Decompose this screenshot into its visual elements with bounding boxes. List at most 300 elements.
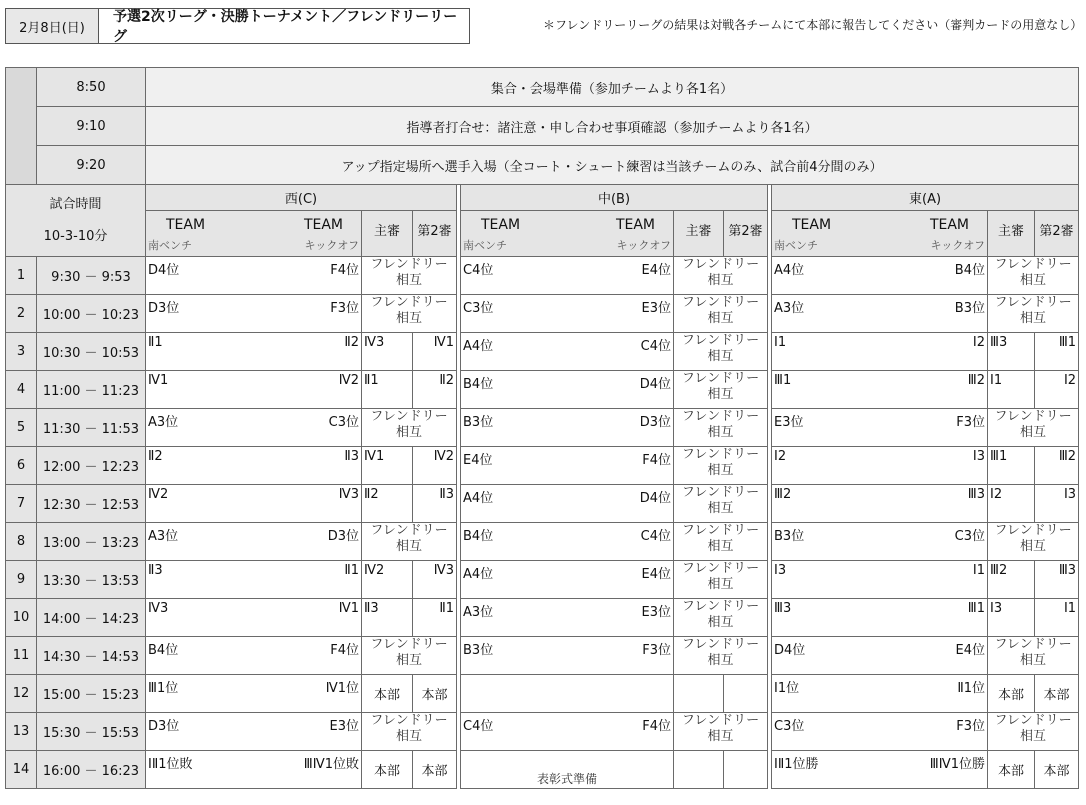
home-team: C3位 bbox=[774, 719, 805, 734]
main-ref-value: Ⅰ3 bbox=[990, 601, 1003, 616]
matchup bbox=[461, 713, 673, 750]
team-label: TEAM bbox=[481, 217, 521, 233]
home-team: E3位 bbox=[774, 415, 804, 430]
second-ref-honbu: 本部 bbox=[413, 751, 457, 789]
friendly-ref bbox=[988, 257, 1079, 295]
home-team: B4位 bbox=[463, 377, 494, 392]
main-ref bbox=[362, 371, 413, 409]
matchup-cell bbox=[772, 333, 988, 371]
matchup-cell bbox=[772, 447, 988, 485]
matchup-cell bbox=[461, 333, 674, 371]
schedule-time: 8:50 bbox=[37, 68, 146, 107]
away-team: C3位 bbox=[954, 529, 985, 544]
matchup bbox=[461, 295, 673, 332]
main-ref-value: Ⅲ2 bbox=[990, 563, 1008, 578]
friendly-line1: フレンドリー bbox=[994, 713, 1072, 728]
home-team: A3位 bbox=[148, 415, 179, 430]
second-ref-wrap bbox=[413, 371, 456, 408]
second-ref-value: Ⅱ3 bbox=[439, 487, 454, 502]
friendly-line2: 相互 bbox=[707, 311, 734, 326]
main-ref-header: 主審 bbox=[988, 211, 1035, 257]
home-team: Ⅰ2 bbox=[774, 449, 787, 464]
schedule-desc: 指導者打合せ：諸注意・申し合わせ事項確認（参加チームより各1名） bbox=[146, 107, 1079, 146]
second-ref-wrap bbox=[413, 447, 456, 484]
main-ref-wrap bbox=[362, 447, 412, 484]
main-ref bbox=[988, 333, 1035, 371]
match-time: 10:00 － 10:23 bbox=[37, 295, 146, 333]
away-team: Ⅱ1 bbox=[344, 563, 359, 578]
away-team: E4位 bbox=[641, 263, 671, 278]
main-ref-value: Ⅱ2 bbox=[364, 487, 379, 502]
matchup bbox=[772, 599, 987, 636]
away-team: Ⅳ1位 bbox=[325, 681, 359, 696]
away-team: B4位 bbox=[954, 263, 985, 278]
second-ref bbox=[413, 561, 457, 599]
friendly-line2: 相互 bbox=[707, 577, 734, 592]
kickoff-label: キックオフ bbox=[304, 239, 359, 252]
main-ref-value: Ⅰ2 bbox=[990, 487, 1003, 502]
matchup bbox=[461, 447, 673, 484]
home-team: C4位 bbox=[463, 263, 494, 278]
away-team: F3位 bbox=[330, 301, 359, 316]
matchup-cell bbox=[146, 599, 362, 637]
second-ref-value: Ⅱ2 bbox=[439, 373, 454, 388]
home-team: C4位 bbox=[463, 719, 494, 734]
matchup bbox=[461, 561, 673, 598]
main-ref-honbu: 本部 bbox=[362, 751, 413, 789]
matchup-cell bbox=[772, 599, 988, 637]
friendly-line1: フレンドリー bbox=[370, 523, 448, 538]
friendly-line2: 相互 bbox=[395, 273, 422, 288]
home-team: Ⅲ1 bbox=[774, 373, 792, 388]
match-row bbox=[6, 523, 1079, 561]
friendly-line2: 相互 bbox=[707, 539, 734, 554]
matchup-cell bbox=[772, 675, 988, 713]
away-team: E4位 bbox=[955, 643, 985, 658]
match-number: 4 bbox=[6, 371, 37, 409]
team-header-wrap bbox=[146, 211, 361, 256]
column-header-row bbox=[6, 211, 1079, 257]
matchup-cell bbox=[146, 295, 362, 333]
main-ref bbox=[362, 561, 413, 599]
match-number: 9 bbox=[6, 561, 37, 599]
home-team: D3位 bbox=[148, 301, 180, 316]
matchup-cell bbox=[772, 751, 988, 789]
matchup bbox=[772, 637, 987, 674]
match-time: 14:30 － 14:53 bbox=[37, 637, 146, 675]
friendly-line1: フレンドリー bbox=[370, 257, 448, 272]
second-ref-wrap bbox=[1035, 333, 1078, 370]
friendly-line1: フレンドリー bbox=[994, 523, 1072, 538]
match-format: 10-3-10分 bbox=[43, 228, 108, 244]
matchup bbox=[146, 409, 361, 446]
away-team: D3位 bbox=[639, 415, 671, 430]
away-team: E3位 bbox=[641, 605, 671, 620]
matchup-cell bbox=[461, 637, 674, 675]
second-ref-wrap bbox=[413, 561, 456, 598]
away-team: Ⅱ1位 bbox=[957, 681, 985, 696]
main-ref-value: Ⅳ1 bbox=[364, 449, 385, 464]
match-number: 7 bbox=[6, 485, 37, 523]
away-team: D4位 bbox=[639, 377, 671, 392]
home-team: Ⅰ1 bbox=[774, 335, 787, 350]
friendly-line1: フレンドリー bbox=[681, 295, 760, 310]
home-team: Ⅳ2 bbox=[148, 487, 169, 502]
main-ref-wrap bbox=[988, 599, 1034, 636]
header-date: 2月8日(日) bbox=[6, 9, 99, 43]
main-ref-value: Ⅳ2 bbox=[364, 563, 385, 578]
second-ref bbox=[1035, 485, 1079, 523]
matchup-cell bbox=[461, 409, 674, 447]
friendly-ref bbox=[674, 713, 768, 751]
court-header-row bbox=[6, 185, 1079, 211]
matchup bbox=[772, 295, 987, 332]
match-time: 16:00 － 16:23 bbox=[37, 751, 146, 789]
match-number: 14 bbox=[6, 751, 37, 789]
friendly-line2: 相互 bbox=[707, 615, 734, 630]
friendly-line2: 相互 bbox=[707, 729, 734, 744]
away-team: F3位 bbox=[642, 643, 671, 658]
kickoff-label: キックオフ bbox=[616, 239, 671, 252]
main-ref-value: Ⅱ3 bbox=[364, 601, 379, 616]
team-label: TEAM bbox=[929, 217, 969, 233]
match-row bbox=[6, 713, 1079, 751]
main-ref bbox=[362, 333, 413, 371]
friendly-line2: 相互 bbox=[395, 653, 422, 668]
matchup-cell bbox=[461, 561, 674, 599]
kickoff-label: キックオフ bbox=[930, 239, 985, 252]
friendly-line1: フレンドリー bbox=[681, 409, 760, 424]
matchup-cell bbox=[772, 371, 988, 409]
friendly-line1: フレンドリー bbox=[681, 713, 760, 728]
matchup bbox=[146, 447, 361, 484]
matchup bbox=[146, 637, 361, 674]
match-number: 11 bbox=[6, 637, 37, 675]
second-ref-value: Ⅰ1 bbox=[1063, 601, 1077, 616]
team-label: TEAM bbox=[303, 217, 343, 233]
second-ref-value: Ⅰ2 bbox=[1063, 373, 1077, 388]
matchup bbox=[146, 523, 361, 560]
matchup-cell bbox=[772, 523, 988, 561]
away-team: Ⅰ2 bbox=[972, 335, 985, 350]
match-row bbox=[6, 751, 1079, 789]
matchup-cell bbox=[772, 485, 988, 523]
second-ref-wrap bbox=[1035, 599, 1078, 636]
main-ref-wrap bbox=[988, 333, 1034, 370]
friendly-ref bbox=[674, 637, 768, 675]
main-ref bbox=[362, 447, 413, 485]
south-bench-label: 南ベンチ bbox=[774, 239, 818, 252]
home-team: A4位 bbox=[463, 491, 494, 506]
matchup bbox=[772, 713, 987, 750]
main-ref-wrap bbox=[362, 333, 412, 370]
match-row bbox=[6, 675, 1079, 713]
matchup bbox=[772, 751, 987, 788]
friendly-line1: フレンドリー bbox=[681, 257, 760, 272]
friendly-line2: 相互 bbox=[1020, 729, 1047, 744]
second-ref-value: Ⅲ1 bbox=[1058, 335, 1077, 350]
home-team: A3位 bbox=[774, 301, 805, 316]
friendly-line1: フレンドリー bbox=[994, 409, 1072, 424]
main-ref-honbu: 本部 bbox=[988, 751, 1035, 789]
friendly-line2: 相互 bbox=[707, 653, 734, 668]
away-team: D3位 bbox=[327, 529, 359, 544]
friendly-ref bbox=[674, 523, 768, 561]
second-ref bbox=[1035, 371, 1079, 409]
schedule-row bbox=[6, 68, 1079, 107]
matchup bbox=[146, 485, 361, 522]
matchup bbox=[146, 295, 361, 332]
matchup bbox=[772, 485, 987, 522]
away-team: Ⅱ3 bbox=[344, 449, 359, 464]
main-ref-wrap bbox=[362, 485, 412, 522]
team-label: TEAM bbox=[166, 217, 206, 233]
friendly-line2: 相互 bbox=[395, 425, 422, 440]
friendly-line2: 相互 bbox=[707, 387, 734, 402]
matchup bbox=[461, 751, 673, 788]
friendly-line1: フレンドリー bbox=[370, 637, 448, 652]
home-team: A4位 bbox=[463, 339, 494, 354]
matchup-cell bbox=[461, 485, 674, 523]
away-team: F3位 bbox=[956, 719, 985, 734]
main-ref-wrap bbox=[988, 447, 1034, 484]
matchup bbox=[461, 257, 673, 294]
matchup bbox=[461, 675, 673, 712]
match-row bbox=[6, 447, 1079, 485]
home-team: Ⅳ3 bbox=[148, 601, 169, 616]
away-team: F4位 bbox=[330, 643, 359, 658]
friendly-ref bbox=[674, 599, 768, 637]
main-ref bbox=[988, 561, 1035, 599]
second-ref-value: Ⅱ1 bbox=[439, 601, 454, 616]
friendly-line1: フレンドリー bbox=[370, 409, 448, 424]
friendly-line1: フレンドリー bbox=[681, 561, 760, 576]
match-number: 3 bbox=[6, 333, 37, 371]
match-time-title: 試合時間 bbox=[49, 196, 102, 212]
team-label: TEAM bbox=[792, 217, 832, 233]
main-ref-wrap bbox=[362, 371, 412, 408]
second-ref-honbu: 本部 bbox=[1035, 751, 1079, 789]
second-ref-wrap bbox=[1035, 485, 1078, 522]
second-ref-header: 第2審 bbox=[413, 211, 457, 257]
friendly-line1: フレンドリー bbox=[994, 295, 1072, 310]
match-row bbox=[6, 561, 1079, 599]
friendly-ref bbox=[988, 713, 1079, 751]
matchup bbox=[146, 675, 361, 712]
schedule-row bbox=[6, 107, 1079, 146]
match-number: 10 bbox=[6, 599, 37, 637]
main-ref-value: Ⅳ3 bbox=[364, 335, 385, 350]
second-ref-header: 第2審 bbox=[1035, 211, 1079, 257]
friendly-line2: 相互 bbox=[1020, 273, 1047, 288]
match-time: 12:00 － 12:23 bbox=[37, 447, 146, 485]
friendly-line2: 相互 bbox=[1020, 311, 1047, 326]
match-time-label bbox=[6, 185, 146, 257]
match-number: 12 bbox=[6, 675, 37, 713]
main-ref bbox=[988, 599, 1035, 637]
friendly-line1: フレンドリー bbox=[681, 447, 760, 462]
matchup bbox=[772, 447, 987, 484]
matchup-cell bbox=[146, 523, 362, 561]
friendly-line2: 相互 bbox=[707, 273, 734, 288]
court-name: 中(B) bbox=[461, 185, 768, 211]
match-number: 5 bbox=[6, 409, 37, 447]
home-team: E4位 bbox=[463, 453, 493, 468]
friendly-ref bbox=[988, 637, 1079, 675]
match-row bbox=[6, 333, 1079, 371]
matchup bbox=[461, 409, 673, 446]
away-team: C4位 bbox=[640, 529, 671, 544]
friendly-line2: 相互 bbox=[707, 425, 734, 440]
second-ref bbox=[413, 333, 457, 371]
away-team: ⅢⅣ1位敗 bbox=[303, 757, 359, 772]
matchup-cell bbox=[146, 447, 362, 485]
matchup-cell bbox=[146, 257, 362, 295]
matchup-cell bbox=[772, 409, 988, 447]
main-ref-value: Ⅱ1 bbox=[364, 373, 379, 388]
team-header-wrap bbox=[772, 211, 987, 256]
away-team: ⅢⅣ1位勝 bbox=[929, 757, 985, 772]
matchup-cell bbox=[146, 371, 362, 409]
matchup-cell bbox=[461, 751, 674, 789]
friendly-ref bbox=[674, 561, 768, 599]
match-row bbox=[6, 371, 1079, 409]
match-time: 11:30 － 11:53 bbox=[37, 409, 146, 447]
friendly-ref bbox=[362, 523, 457, 561]
second-ref-wrap bbox=[1035, 561, 1078, 598]
schedule-desc: 集合・会場準備（参加チームより各1名） bbox=[146, 68, 1079, 107]
match-number: 13 bbox=[6, 713, 37, 751]
main-ref-empty bbox=[674, 675, 724, 713]
friendly-ref bbox=[674, 447, 768, 485]
south-bench-label: 南ベンチ bbox=[463, 239, 507, 252]
second-ref-wrap bbox=[413, 333, 456, 370]
match-number: 8 bbox=[6, 523, 37, 561]
matchup bbox=[772, 675, 987, 712]
home-team: Ⅱ3 bbox=[148, 563, 163, 578]
matchup-cell bbox=[461, 599, 674, 637]
friendly-line1: フレンドリー bbox=[370, 295, 448, 310]
home-team: B3位 bbox=[774, 529, 805, 544]
away-team: C4位 bbox=[640, 339, 671, 354]
second-ref-empty bbox=[724, 675, 768, 713]
matchup-cell bbox=[772, 637, 988, 675]
matchup-cell bbox=[772, 257, 988, 295]
matchup-cell bbox=[146, 485, 362, 523]
matchup-cell bbox=[772, 295, 988, 333]
second-ref-value: Ⅲ2 bbox=[1058, 449, 1077, 464]
matchup-cell bbox=[461, 371, 674, 409]
match-time: 15:30 － 15:53 bbox=[37, 713, 146, 751]
away-team: Ⅲ2 bbox=[967, 373, 985, 388]
match-time: 14:00 － 14:23 bbox=[37, 599, 146, 637]
main-ref-wrap bbox=[988, 561, 1034, 598]
matchup-cell bbox=[461, 523, 674, 561]
away-team: D4位 bbox=[639, 491, 671, 506]
friendly-line2: 相互 bbox=[1020, 539, 1047, 554]
friendly-line2: 相互 bbox=[395, 729, 422, 744]
away-team: Ⅳ1 bbox=[338, 601, 359, 616]
friendly-line1: フレンドリー bbox=[681, 637, 760, 652]
friendly-line1: フレンドリー bbox=[994, 257, 1072, 272]
friendly-ref bbox=[674, 257, 768, 295]
away-team: F3位 bbox=[956, 415, 985, 430]
friendly-line1: フレンドリー bbox=[370, 713, 448, 728]
matchup-cell bbox=[772, 713, 988, 751]
main-ref-wrap bbox=[362, 561, 412, 598]
friendly-line2: 相互 bbox=[707, 349, 734, 364]
friendly-line1: フレンドリー bbox=[681, 485, 760, 500]
friendly-ref bbox=[674, 371, 768, 409]
home-team: ⅠⅡ1位勝 bbox=[774, 757, 819, 772]
second-ref bbox=[1035, 599, 1079, 637]
second-ref bbox=[1035, 333, 1079, 371]
matchup-cell bbox=[772, 561, 988, 599]
away-team: C3位 bbox=[328, 415, 359, 430]
matchup bbox=[772, 409, 987, 446]
main-ref bbox=[362, 599, 413, 637]
matchup bbox=[461, 371, 673, 408]
away-team: E4位 bbox=[641, 567, 671, 582]
header-title: 予選2次リーグ・決勝トーナメント／フレンドリーリーグ bbox=[113, 9, 458, 45]
matchup bbox=[772, 561, 987, 598]
matchup bbox=[461, 485, 673, 522]
matchup-cell bbox=[461, 675, 674, 713]
second-ref-empty bbox=[724, 751, 768, 789]
home-team: Ⅲ3 bbox=[774, 601, 792, 616]
home-team: A4位 bbox=[774, 263, 805, 278]
match-number: 6 bbox=[6, 447, 37, 485]
schedule-row bbox=[6, 146, 1079, 185]
friendly-line2: 相互 bbox=[395, 311, 422, 326]
matchup bbox=[461, 637, 673, 674]
matchup-cell bbox=[146, 675, 362, 713]
header-box bbox=[5, 8, 470, 44]
second-ref-wrap bbox=[413, 485, 456, 522]
home-team: D3位 bbox=[148, 719, 180, 734]
second-ref-honbu: 本部 bbox=[1035, 675, 1079, 713]
matchup bbox=[146, 713, 361, 750]
matchup-cell bbox=[461, 295, 674, 333]
main-ref-wrap bbox=[362, 599, 412, 636]
home-team: Ⅳ1 bbox=[148, 373, 169, 388]
away-team: Ⅳ2 bbox=[338, 373, 359, 388]
second-ref bbox=[1035, 447, 1079, 485]
match-time: 12:30 － 12:53 bbox=[37, 485, 146, 523]
friendly-ref bbox=[988, 295, 1079, 333]
friendly-line1: フレンドリー bbox=[994, 637, 1072, 652]
main-ref bbox=[362, 485, 413, 523]
friendly-line2: 相互 bbox=[707, 463, 734, 478]
home-team: Ⅲ2 bbox=[774, 487, 792, 502]
home-team: Ⅰ3 bbox=[774, 563, 787, 578]
matchup bbox=[772, 371, 987, 408]
away-team: Ⅲ3 bbox=[967, 487, 985, 502]
friendly-ref bbox=[988, 523, 1079, 561]
friendly-line2: 相互 bbox=[395, 539, 422, 554]
main-ref-header: 主審 bbox=[362, 211, 413, 257]
schedule-time: 9:20 bbox=[37, 146, 146, 185]
away-team: Ⅰ3 bbox=[972, 449, 985, 464]
matchup-cell bbox=[461, 257, 674, 295]
second-ref-wrap bbox=[413, 599, 456, 636]
friendly-line2: 相互 bbox=[707, 501, 734, 516]
away-team: B3位 bbox=[954, 301, 985, 316]
south-bench-label: 南ベンチ bbox=[148, 239, 192, 252]
home-team: C3位 bbox=[463, 301, 494, 316]
away-team: Ⅰ1 bbox=[972, 563, 985, 578]
second-ref-value: Ⅰ3 bbox=[1063, 487, 1077, 502]
